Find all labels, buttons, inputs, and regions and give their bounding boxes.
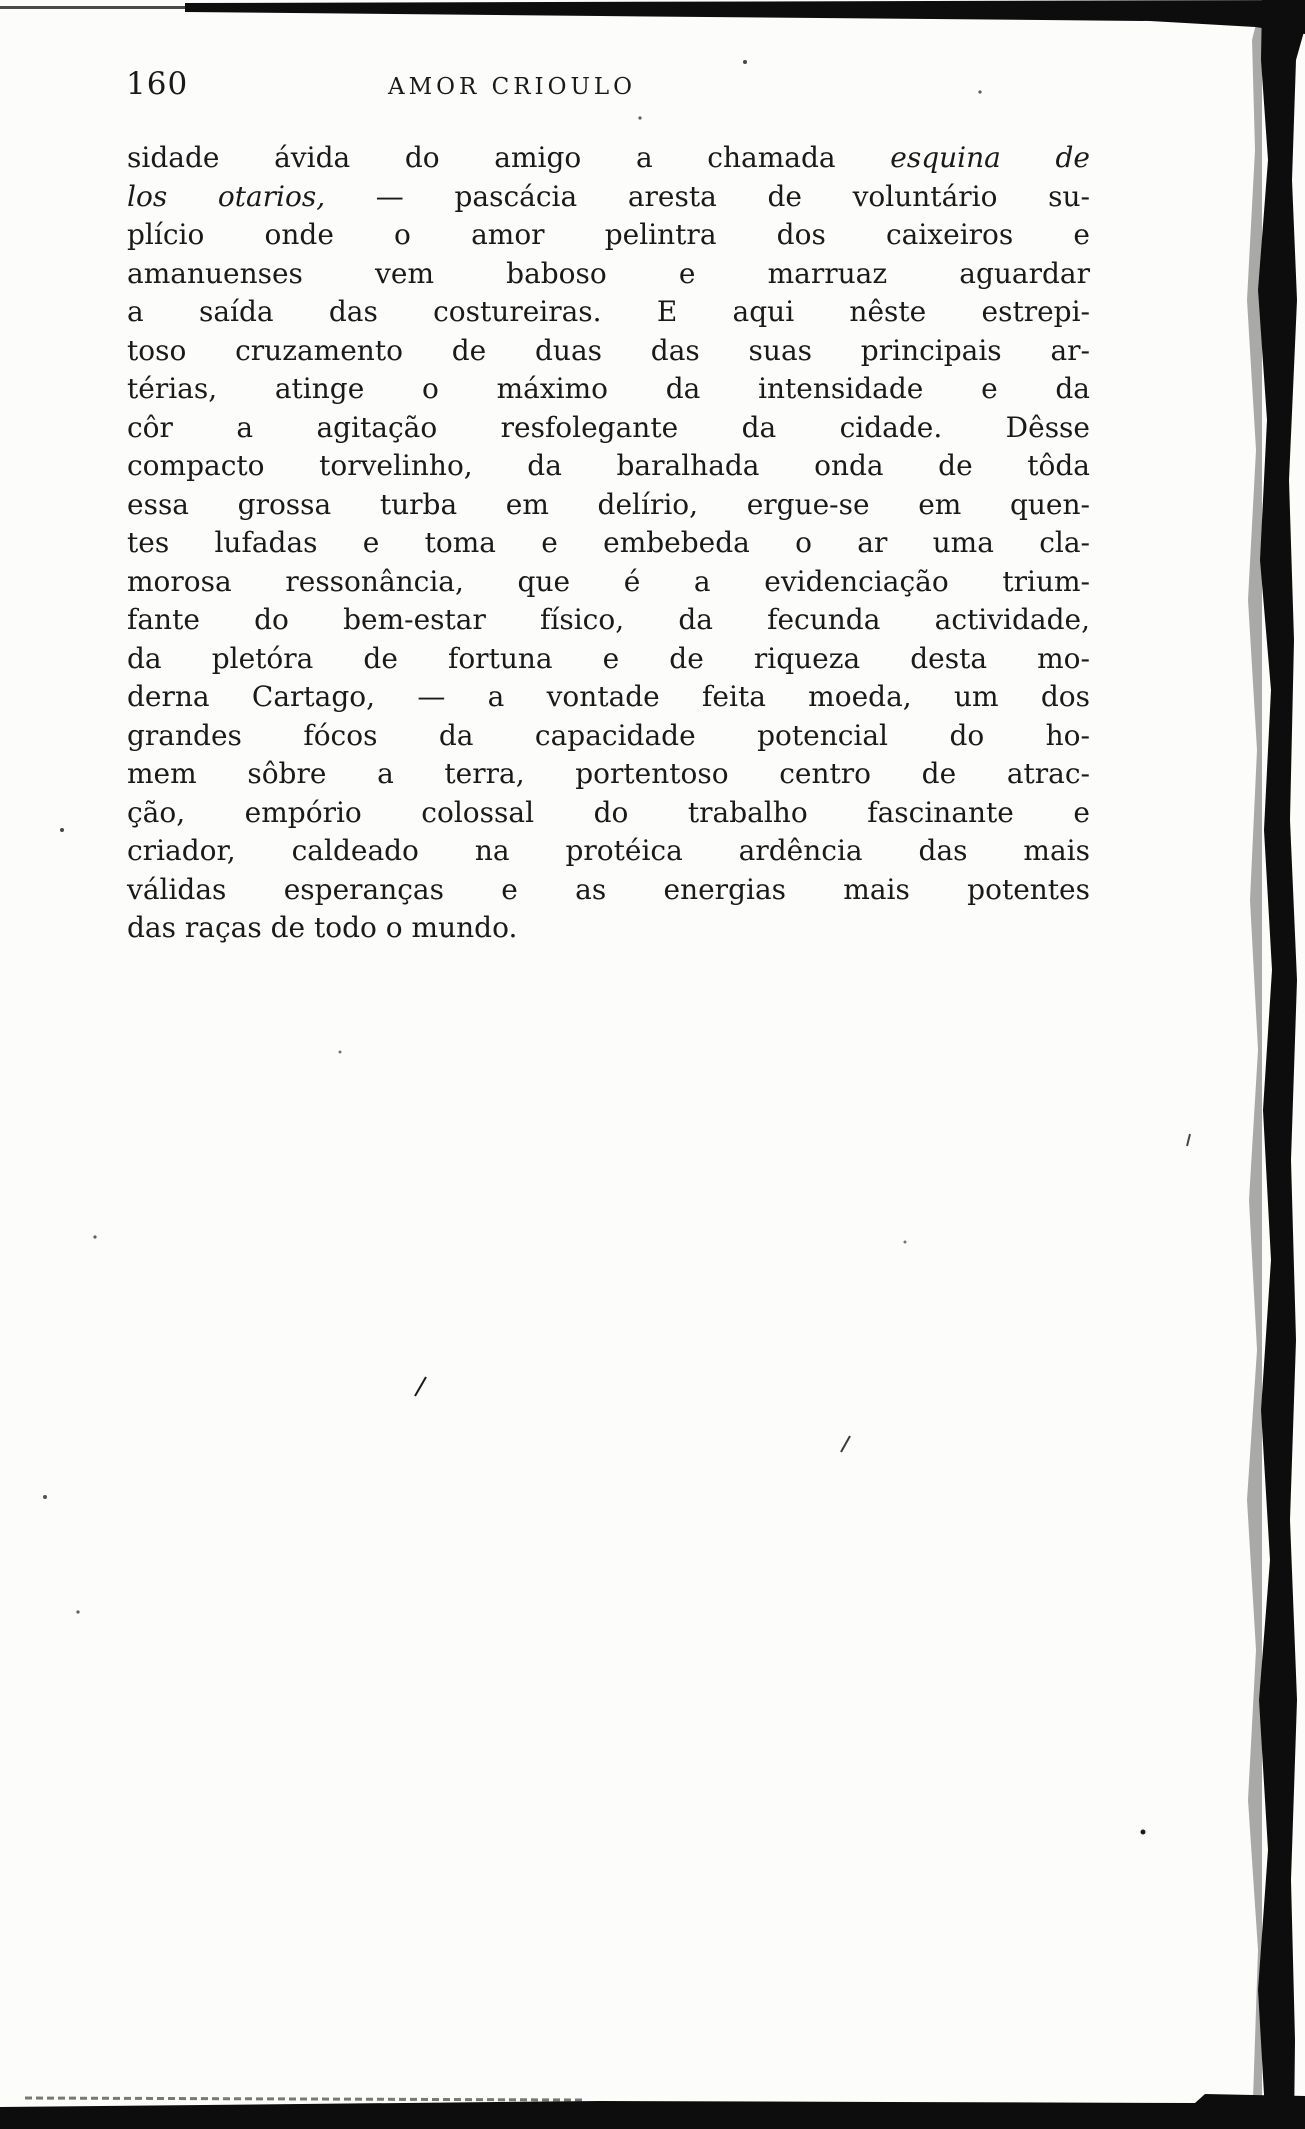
text-segment: fante do bem-estar físico, da fecunda actividade, xyxy=(127,603,1090,636)
text-segment: válidas esperanças e as energias mais potentes xyxy=(127,872,1090,906)
text-line xyxy=(127,871,1090,910)
text-segment: grandes fócos da capacidade potencial do ho- xyxy=(127,718,1090,752)
scan-speck-10 xyxy=(904,1241,907,1244)
text-line xyxy=(127,409,1090,448)
text-segment: da pletóra de fortuna e de riqueza desta mo- xyxy=(127,641,1090,675)
text-line xyxy=(127,601,1090,640)
italic-text-segment: esquina de xyxy=(890,141,1090,174)
text-segment: ção, empório colossal do trabalho fascinante e xyxy=(127,795,1090,829)
text-line xyxy=(127,447,1090,486)
text-line xyxy=(127,216,1090,255)
italic-text-segment: los otarios, xyxy=(127,179,326,213)
text-line xyxy=(127,370,1090,409)
scan-top-left-rule xyxy=(0,6,188,9)
scan-mark-slash-1 xyxy=(415,1377,426,1396)
scan-speck-6 xyxy=(743,60,747,64)
scan-speck-8 xyxy=(638,116,641,119)
text-segment: tes lufadas e toma e embebeda o ar uma cla- xyxy=(127,526,1090,559)
text-segment: — pascácia aresta de voluntário su- xyxy=(325,179,1090,213)
text-line xyxy=(127,524,1090,563)
scan-right-band xyxy=(1258,0,1305,2129)
text-segment: plício onde o amor pelintra dos caixeiros e xyxy=(127,218,1090,251)
scan-mark-slash-2 xyxy=(841,1436,850,1452)
text-segment: térias, atinge o máximo da intensidade e da xyxy=(127,372,1090,405)
running-header-title: AMOR CRIOULO xyxy=(387,74,637,100)
scan-speck-2 xyxy=(60,828,64,832)
text-segment: derna Cartago, — a vontade feita moeda, um dos xyxy=(127,680,1090,713)
text-line xyxy=(127,486,1090,525)
text-segment: sidade ávida do amigo a chamada xyxy=(127,141,891,174)
page-number: 160 xyxy=(126,66,189,102)
scan-bottom-bar xyxy=(0,2094,1305,2129)
text-line xyxy=(127,255,1090,294)
text-line xyxy=(127,293,1090,332)
scan-speck-7 xyxy=(978,90,981,93)
scan-speck-4 xyxy=(43,1495,47,1499)
text-line xyxy=(127,678,1090,717)
text-line xyxy=(127,332,1090,371)
text-segment: criador, caldeado na protéica ardência das mais xyxy=(127,834,1090,867)
scan-speck-3 xyxy=(93,1235,96,1238)
text-segment: amanuenses vem baboso e marruaz aguardar xyxy=(127,256,1090,290)
text-line xyxy=(127,563,1090,602)
scan-speck-9 xyxy=(339,1051,342,1054)
text-line xyxy=(127,832,1090,871)
scan-right-band-fringe xyxy=(1247,0,1262,2129)
scan-dust-line xyxy=(25,2098,585,2100)
text-segment: toso cruzamento de duas das suas principais ar- xyxy=(127,333,1090,367)
body-text xyxy=(127,139,1090,948)
text-segment: a saída das costureiras. E aqui nêste estrepi- xyxy=(127,295,1090,328)
text-line xyxy=(127,909,1090,948)
scan-speck-1 xyxy=(1141,1830,1146,1835)
text-segment: essa grossa turba em delírio, ergue-se em quen- xyxy=(127,487,1090,521)
text-line xyxy=(127,717,1090,756)
scan-top-bar xyxy=(185,0,1305,34)
text-segment: das raças de todo o mundo. xyxy=(127,911,518,944)
text-line xyxy=(127,755,1090,794)
text-segment: morosa ressonância, que é a evidenciação trium- xyxy=(127,564,1090,598)
text-segment: mem sôbre a terra, portentoso centro de atrac- xyxy=(127,757,1090,790)
text-line xyxy=(127,794,1090,833)
text-segment: compacto torvelinho, da baralhada onda de tôda xyxy=(127,449,1090,482)
scan-mark-tick xyxy=(1187,1134,1190,1146)
text-line xyxy=(127,178,1090,217)
scan-speck-5 xyxy=(76,1610,79,1613)
text-line xyxy=(127,640,1090,679)
text-line xyxy=(127,139,1090,178)
text-segment: côr a agitação resfolegante da cidade. Dêsse xyxy=(127,410,1090,444)
